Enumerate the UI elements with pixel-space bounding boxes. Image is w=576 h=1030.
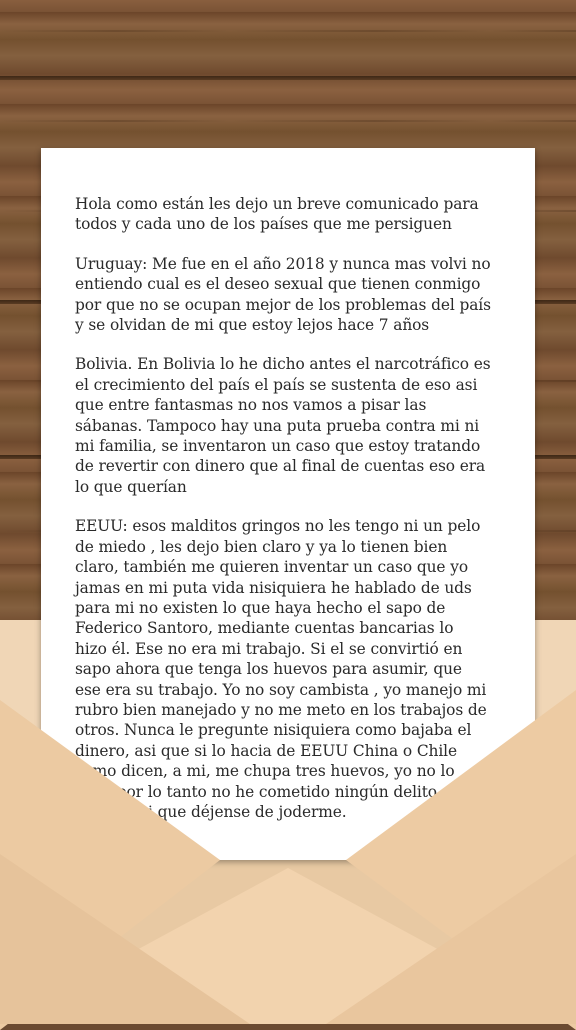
envelope-flap-bottom-left bbox=[0, 854, 250, 1024]
wood-grain bbox=[0, 120, 576, 122]
letter-paragraph-bolivia: Bolivia. En Bolivia lo he dicho antes el narcotráfico es el crecimiento del país el país se sustenta de eso asi que entre fantasmas no nos vamos a pisar las sábanas. Tampoco hay una puta prueba contra mi ni mi familia, se inventaron un caso que estoy tratando de revertir con dinero que al final de cuentas eso era lo que querían bbox=[75, 355, 491, 496]
wood-plank-seam bbox=[0, 76, 576, 80]
envelope-flap-bottom-right bbox=[326, 854, 576, 1024]
letter-paragraph-uruguay: Uruguay: Me fue en el año 2018 y nunca mas volvi no entiendo cual es el deseo sexual que tienen conmigo por que no se ocupan mejor de los problemas del país y se olvidan de mi que estoy lejos hace 7 años bbox=[75, 254, 491, 335]
wood-grain bbox=[0, 30, 576, 32]
letter-paragraph-eeuu: EEUU: esos malditos gringos no les tengo ni un pelo de miedo , les dejo bien claro y ya lo tienen bien claro, también me quieren inventar un caso que yo jamas en mi puta vida nisiquiera he hablado de uds para mi no existen lo que haya hecho el sapo de Federico Santoro, mediante cuentas bancarias lo hizo él. Ese no era mi trabajo. Si el se convirtió en sapo ahora que tenga los huevos para asumir, que ese era su trabajo. Yo no soy cambista , yo manejo mi rubro bien manejado y no me meto en los trabajos de otros. Nunca le pregunte nisiquiera como bajaba el dinero, asi que si lo hacia de EEUU China o Chile como dicen, a mi, me chupa tres huevos, yo no lo hice, por lo tanto no he cometido ningún delito en los EEUU, asi que déjense de joderme. bbox=[75, 517, 488, 821]
letter-paragraph-intro: Hola como están les dejo un breve comunicado para todos y cada uno de los países que me persiguen bbox=[75, 195, 479, 234]
